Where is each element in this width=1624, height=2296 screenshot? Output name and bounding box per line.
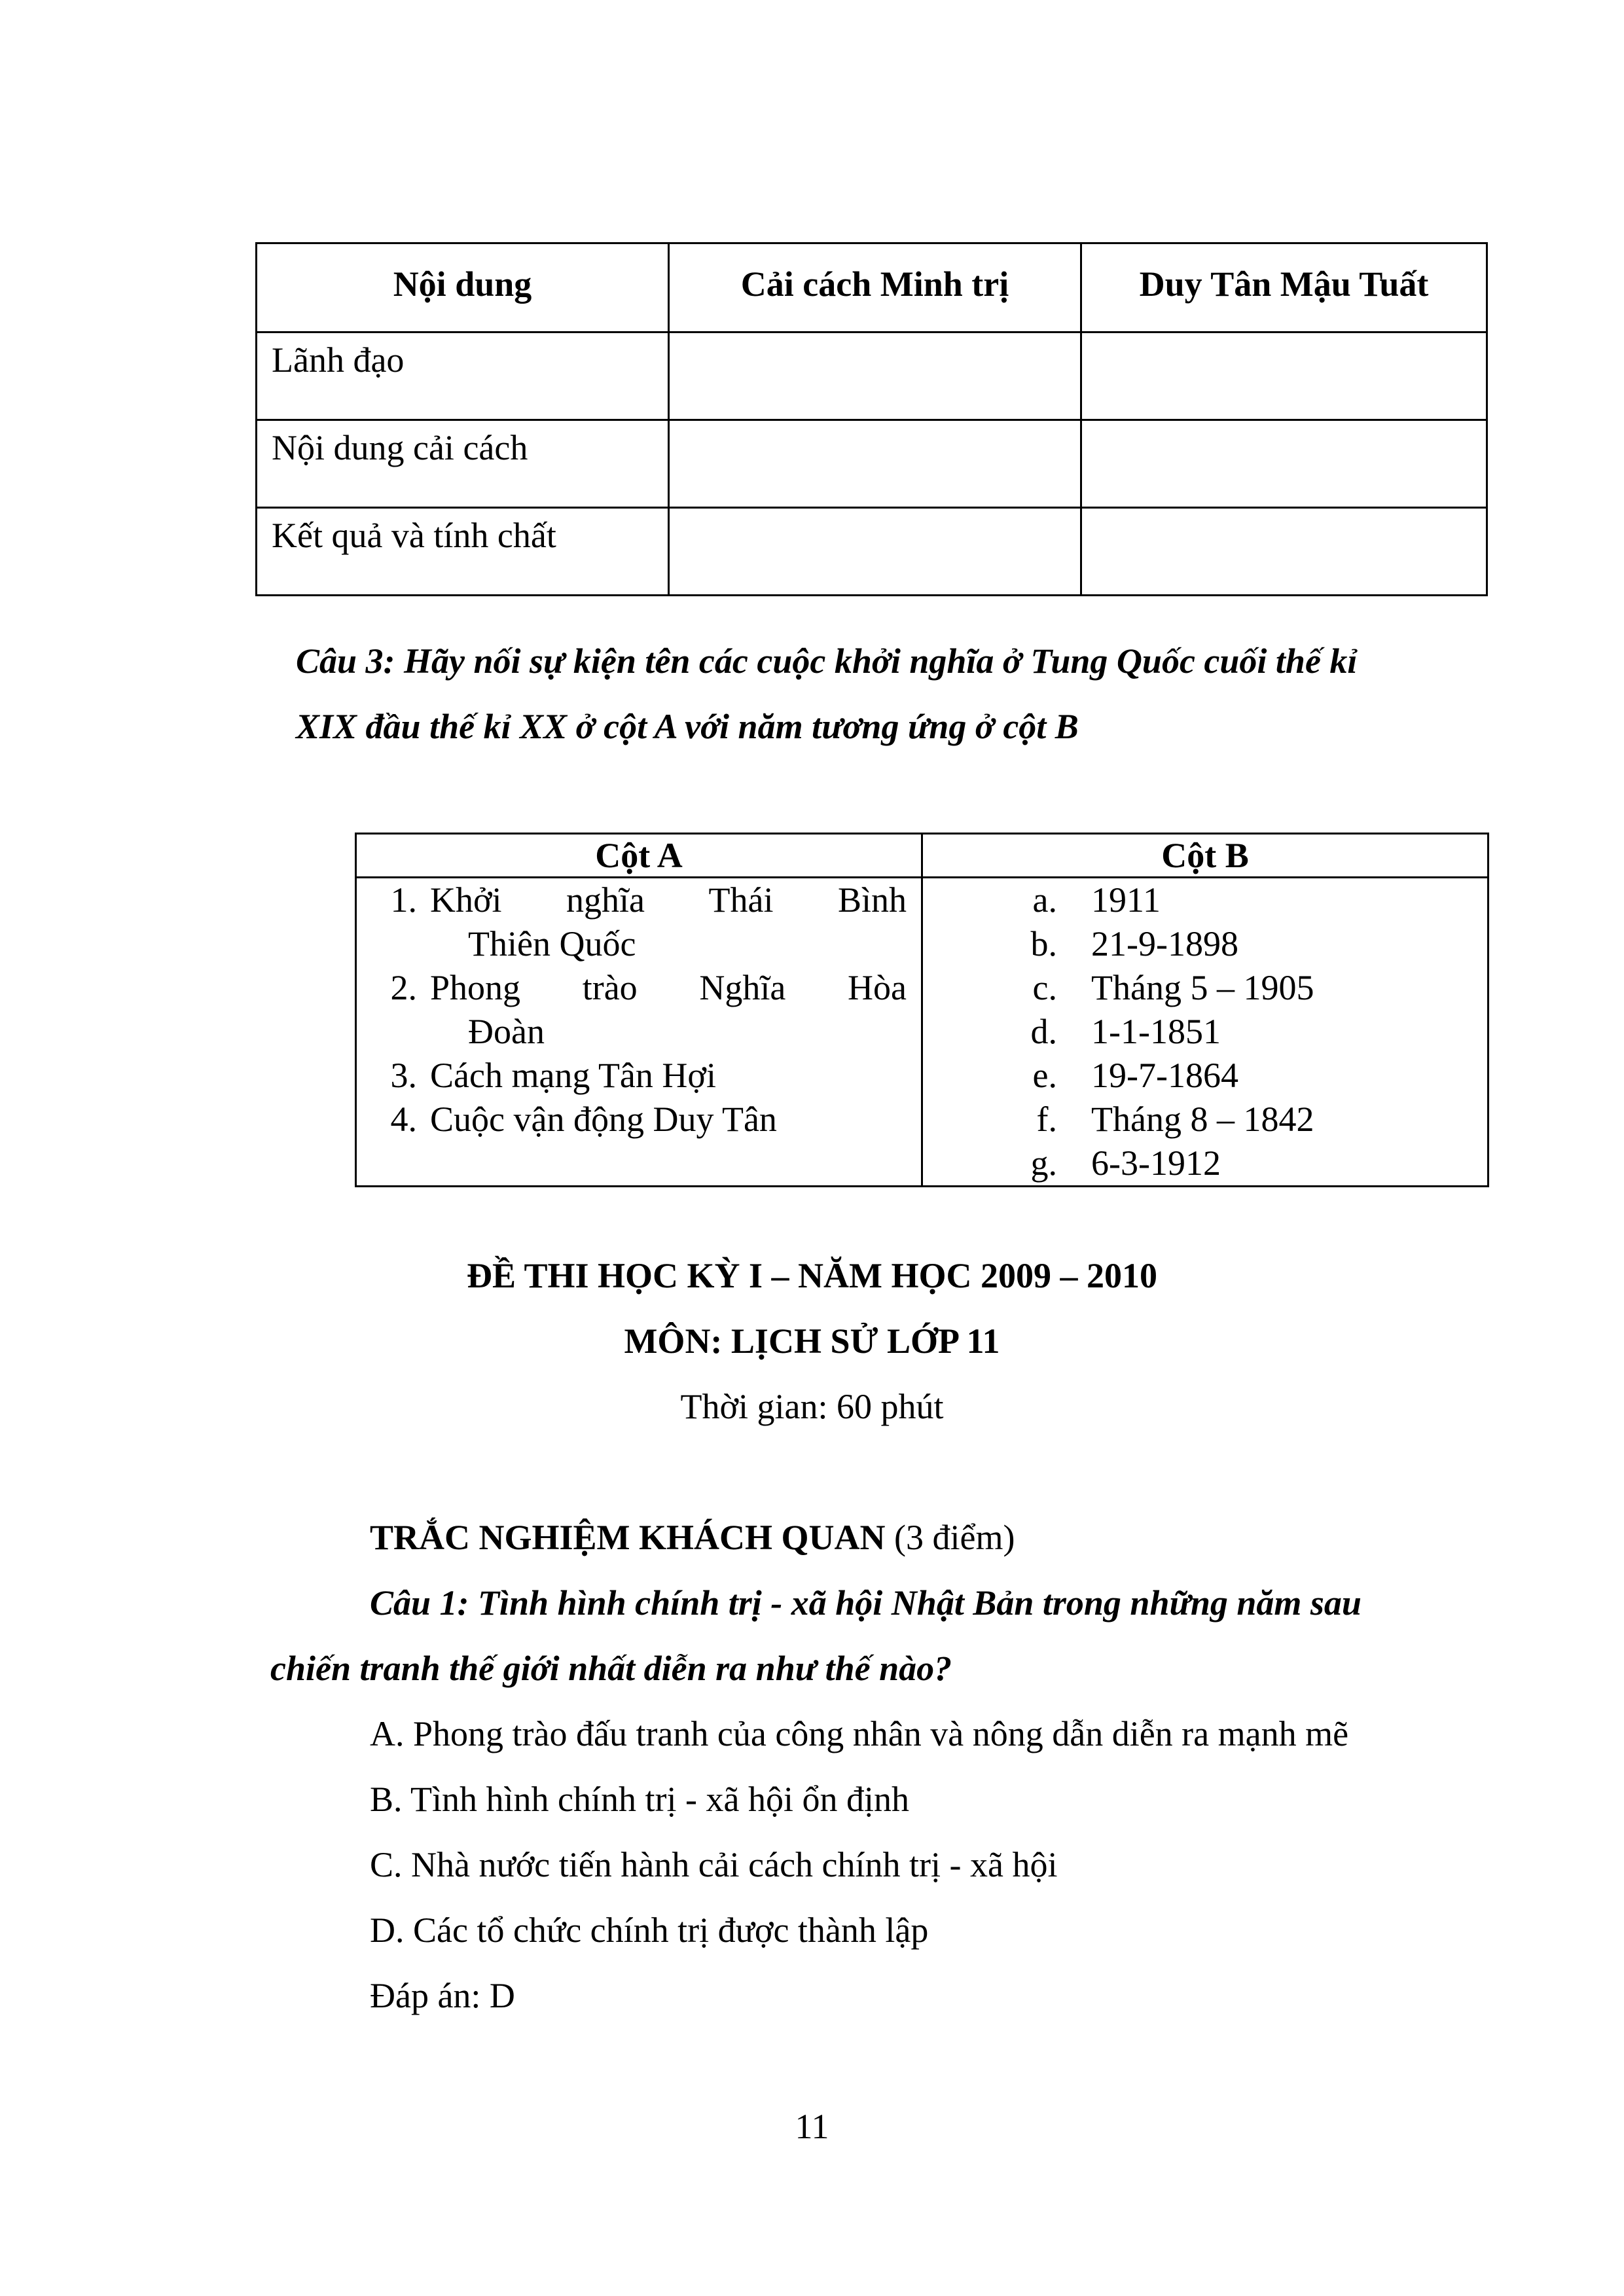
- list-item: 2. Phong trào Nghĩa Hòa: [390, 968, 907, 1007]
- answer: Đáp án: D: [370, 1976, 515, 2015]
- section-title: TRẮC NGHIỆM KHÁCH QUAN: [370, 1518, 886, 1557]
- empty-cell: [669, 420, 1081, 508]
- question-1-line-2: chiến tranh thế giới nhất diễn ra như thế nào?: [270, 1649, 952, 1688]
- empty-cell: [1081, 508, 1487, 596]
- exam-time: Thời gian: 60 phút: [680, 1387, 944, 1426]
- header-mau-tuat: Duy Tân Mậu Tuất: [1081, 243, 1487, 332]
- list-item: g. 6-3-1912: [1030, 1143, 1221, 1183]
- comparison-table: [255, 242, 1488, 596]
- list-item: 4. Cuộc vận động Duy Tân: [390, 1100, 777, 1139]
- empty-cell: [669, 508, 1081, 596]
- empty-cell: [1081, 420, 1487, 508]
- list-item: e. 19-7-1864: [1032, 1056, 1238, 1095]
- column-a-cell: [356, 878, 922, 1187]
- row-label: Kết quả và tính chất: [257, 508, 669, 596]
- empty-cell: [1081, 332, 1487, 420]
- option-b: B. Tình hình chính trị - xã hội ổn định: [370, 1780, 909, 1819]
- table-row: [257, 332, 1487, 420]
- table-header-row: [257, 243, 1487, 332]
- list-item: d. 1-1-1851: [1030, 1012, 1221, 1051]
- question-3: [296, 628, 1487, 759]
- matching-header-row: [356, 834, 1489, 878]
- column-b-list: [923, 878, 1487, 1185]
- section-points: (3 điểm): [885, 1518, 1015, 1557]
- table-row: [257, 508, 1487, 596]
- matching-body-row: [356, 878, 1489, 1187]
- question-1-line-1: Câu 1: Tình hình chính trị - xã hội Nhật Bản trong những năm sau: [370, 1583, 1362, 1623]
- option-d: D. Các tổ chức chính trị được thành lập: [370, 1910, 929, 1950]
- list-item: 3. Cách mạng Tân Hợi: [390, 1056, 716, 1095]
- column-a-list: [357, 878, 921, 1141]
- list-item: 1. Khởi nghĩa Thái Bình: [390, 880, 907, 920]
- list-item-continuation: Đoàn: [468, 1012, 545, 1051]
- matching-table: [355, 833, 1489, 1187]
- option-c: C. Nhà nước tiến hành cải cách chính trị - xã hội: [370, 1845, 1058, 1884]
- table-row: [257, 420, 1487, 508]
- empty-cell: [669, 332, 1081, 420]
- list-item: b. 21-9-1898: [1030, 924, 1238, 963]
- list-item: f. Tháng 8 – 1842: [1036, 1100, 1314, 1139]
- exam-title: ĐỀ THI HỌC KỲ I – NĂM HỌC 2009 – 2010: [466, 1256, 1158, 1295]
- list-item-continuation: Thiên Quốc: [468, 924, 636, 963]
- column-b-cell: [922, 878, 1489, 1187]
- header-noi-dung: Nội dung: [257, 243, 669, 332]
- list-item: a. 1911: [1032, 880, 1161, 920]
- header-cot-a: Cột A: [356, 834, 922, 878]
- question-3-line-2: XIX đầu thế kỉ XX ở cột A với năm tương ứng ở cột B: [296, 707, 1079, 746]
- exam-subject: MÔN: LỊCH SỬ LỚP 11: [624, 1321, 1000, 1361]
- question-3-line-1: Câu 3: Hãy nối sự kiện tên các cuộc khởi nghĩa ở Tung Quốc cuối thế kỉ: [296, 641, 1358, 681]
- list-item: c. Tháng 5 – 1905: [1032, 968, 1314, 1007]
- option-a: A. Phong trào đấu tranh của công nhân và nông dẫn diễn ra mạnh mẽ: [370, 1714, 1349, 1753]
- row-label: Nội dung cải cách: [257, 420, 669, 508]
- row-label: Lãnh đạo: [257, 332, 669, 420]
- section-heading: [370, 1517, 1015, 1558]
- header-cot-b: Cột B: [922, 834, 1489, 878]
- header-minh-tri: Cải cách Minh trị: [669, 243, 1081, 332]
- page-number: 11: [795, 2107, 829, 2146]
